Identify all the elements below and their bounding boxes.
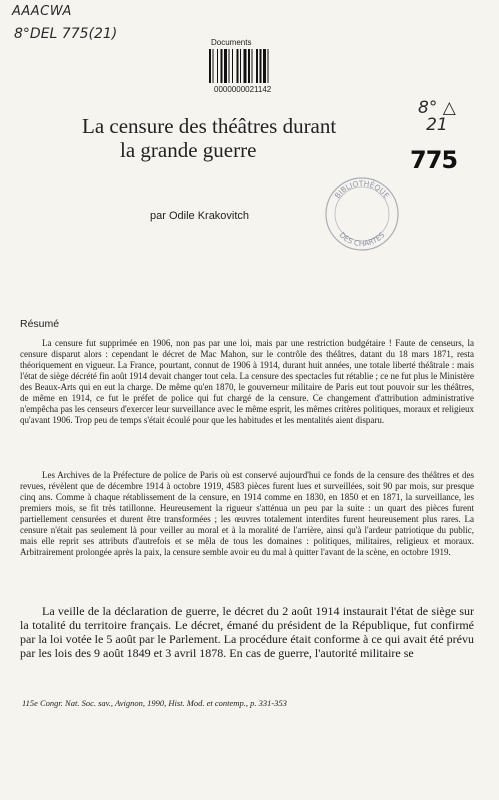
body-paragraph: La veille de la déclaration de guerre, le décret du 2 août 1914 instaurait l'état de siège sur la totalité du territoire français. Le décret, émané du président de la République, fut confirmé par la loi votée le 5 août par le Parlement. La procédure était conforme à ce qui avait été prévu par les lois des 9 août 1849 et 3 avril 1878. En cas de guerre, l'autorité militaire se	[20, 604, 474, 660]
barcode-bar	[256, 49, 258, 83]
barcode-bar	[229, 49, 230, 83]
barcode-bar	[252, 49, 253, 83]
barcode-number: 0000000021142	[214, 85, 272, 94]
barcode-bar	[224, 49, 227, 83]
stamp-seal-icon	[322, 174, 402, 254]
svg-text:BIBLIOTHÈQUE	[333, 179, 392, 200]
barcode-bar	[221, 49, 223, 83]
author-line: par Odile Krakovitch	[150, 210, 250, 222]
barcode-bar	[232, 49, 233, 83]
handwritten-corner-mark: 8° △ 21	[418, 98, 456, 135]
handwritten-shelfmark-line1: AAACWA	[12, 4, 72, 19]
article-title	[82, 114, 336, 162]
title-line-1: La censure des théâtres durant	[82, 114, 337, 138]
library-stamp	[322, 174, 402, 254]
abstract-heading: Résumé	[20, 318, 60, 330]
barcode-title: Documents	[211, 38, 252, 47]
barcode-bar	[268, 49, 269, 83]
barcode-icon	[208, 49, 296, 83]
barcode-bar	[260, 49, 262, 83]
stamp-text-top: BIBLIOTHÈQUE	[332, 178, 392, 201]
barcode-bar	[248, 49, 250, 83]
barcode-bar	[217, 49, 218, 83]
barcode-bar	[244, 49, 247, 83]
barcode-bar	[240, 49, 241, 83]
handwritten-shelfmark-line2: 8°DEL 775(21)	[14, 26, 118, 42]
abstract-paragraph-1: La censure fut supprimée en 1906, non pas par une loi, mais par une restriction budgétaire ! Faute de censeurs, la censure disparut alors : cependant le décret de Mac Mahon, sur le contrôle des théâtres, datant du 18 mars 1871, resta théoriquement en vigueur. La France, pourtant, connut de 1906 à 1914, durant huit années, une totale liberté théâtrale : mais l'état de siège décrété fin août 1914 devait changer tout cela. La censure des spectacles fut rétablie ; ce ne fut plus le Ministère des Beaux-Arts qui en eut la charge. De même qu'en 1870, le gouverneur militaire de Paris eut tout pouvoir sur les théâtres, de même en 1914, ce fut le préfet de police qui fut chargé de la censure. Ce changement d'attribution administrative n'empêcha pas les censeurs d'exercer leur surveillance avec le même esprit, les mêmes critères politiques, moraux et religieux qu'avant 1906. Trop peu de temps s'était écoulé pour que les habitudes et les mentalités aient disparu.	[20, 338, 474, 425]
barcode-bar	[237, 49, 239, 83]
title-line-2: la grande guerre	[120, 138, 257, 162]
handwritten-corner-number: 775	[410, 146, 458, 174]
abstract-paragraph-2: Les Archives de la Préfecture de police de Paris où est conservé aujourd'hui ce fonds de la censure des théâtres et des revues, révèlent que de décembre 1914 à octobre 1919, 4583 pièces furent lues et surveillées, soit 90 par mois, sur presque cinq ans. Comme à chaque rétablissement de la censure, en 1914 comme en 1830, en 1850 et en 1871, la surveillance, les premiers mois, se fit très tatillonne. Heureusement la rigueur s'atténua un peu par la suite : un quart des pièces furent partiellement censurées et durent être transformées ; les œuvres totalement interdites furent heureusement plus rares. La censure n'était pas seulement là pour veiller au moral et à la moralité de l'arrière, ainsi qu'à l'ardeur patriotique du public, mais elle reprit ses attributs d'autrefois et se mêla de tous les domaines : politiques, militaires, religieux et moraux. Arbitrairement prolongée après la paix, la censure semble avoir eu du mal à quitter l'avant de la scène, en octobre 1919.	[20, 470, 474, 557]
barcode-bar	[213, 49, 214, 83]
stamp-text-bottom: DES CHARTES	[337, 230, 387, 249]
footer-citation: 115e Congr. Nat. Soc. sav., Avignon, 1990, Hist. Mod. et contemp., p. 331-353	[22, 698, 287, 708]
barcode-bar	[263, 49, 266, 83]
barcode-bar	[209, 49, 211, 83]
barcode-label	[208, 38, 298, 94]
